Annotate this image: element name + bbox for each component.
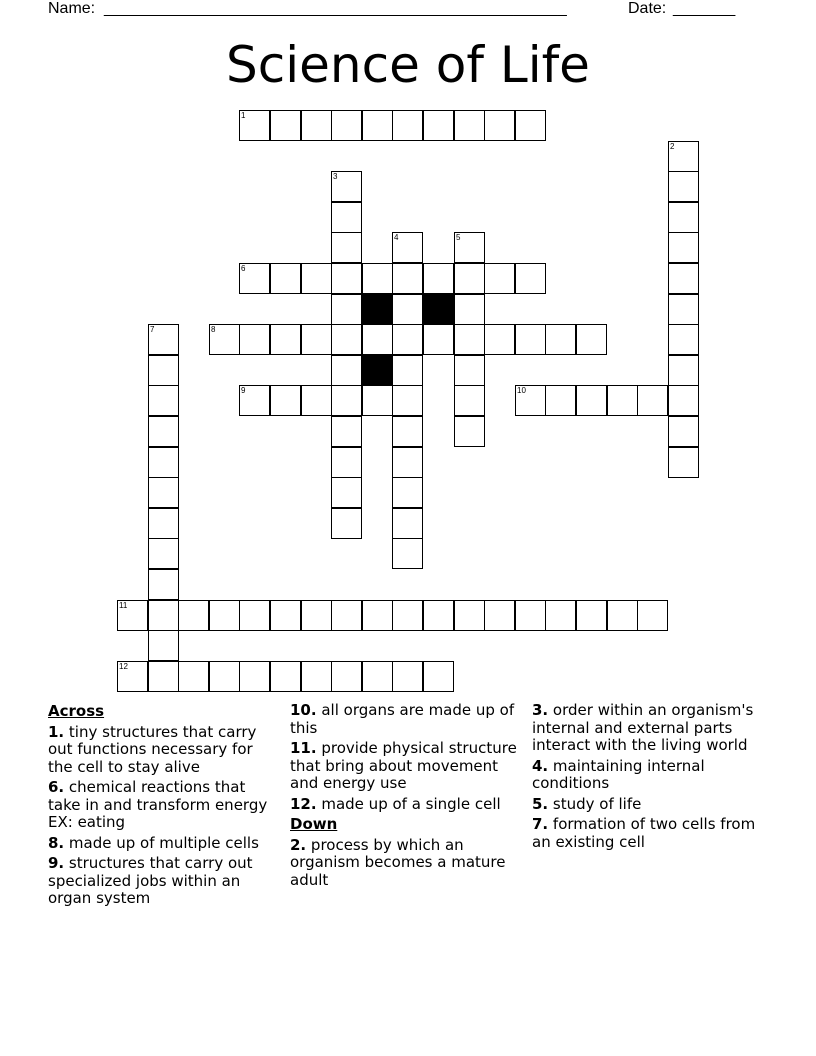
grid-cell[interactable] (239, 324, 270, 355)
grid-cell[interactable] (392, 355, 423, 386)
grid-cell[interactable] (362, 385, 393, 416)
grid-cell[interactable] (331, 171, 362, 202)
clue-number: 3 (333, 172, 338, 181)
grid-cell[interactable] (270, 600, 301, 631)
grid-cell[interactable] (392, 294, 423, 325)
grid-cell[interactable] (148, 355, 179, 386)
grid-cell[interactable] (515, 110, 546, 141)
page-title: Science of Life (226, 36, 590, 94)
grid-cell[interactable] (515, 385, 546, 416)
clues-column-3 (532, 702, 772, 854)
grid-cell[interactable] (423, 324, 454, 355)
clue-number: 10 (517, 386, 526, 395)
clue-number: 4 (394, 233, 399, 242)
clue-number: 11 (119, 601, 128, 610)
clue-number: 2 (670, 142, 675, 151)
grid-cell[interactable] (668, 447, 699, 478)
grid-cell[interactable] (668, 355, 699, 386)
grid-cell[interactable] (331, 385, 362, 416)
grid-cell[interactable] (454, 110, 485, 141)
grid-cell[interactable] (637, 600, 668, 631)
grid-cell[interactable] (484, 263, 515, 294)
grid-cell[interactable] (178, 600, 209, 631)
clue-number: 6 (241, 264, 246, 273)
grid-cell[interactable] (392, 263, 423, 294)
clue-across-12: 12. made up of a single cell (290, 794, 501, 813)
grid-cell[interactable] (209, 600, 240, 631)
grid-cell[interactable] (668, 416, 699, 447)
grid-cell[interactable] (576, 600, 607, 631)
grid-cell[interactable] (270, 385, 301, 416)
clue-across-9: 9. structures that carry out specialized jobs within an organ system (48, 854, 253, 907)
grid-cell[interactable] (239, 661, 270, 692)
grid-cell[interactable] (331, 232, 362, 263)
grid-cell[interactable] (331, 324, 362, 355)
grid-cell[interactable] (454, 232, 485, 263)
grid-cell[interactable] (239, 600, 270, 631)
grid-cell[interactable] (423, 600, 454, 631)
grid-cell[interactable] (423, 661, 454, 692)
grid-cell[interactable] (331, 600, 362, 631)
clues-column-2 (290, 702, 528, 892)
date-line: _______ (673, 0, 736, 17)
grid-cell[interactable] (178, 661, 209, 692)
down-heading: Down (290, 815, 338, 833)
clue-down-5: 5. study of life (532, 794, 642, 813)
grid-cell[interactable] (301, 110, 332, 141)
grid-cell[interactable] (392, 447, 423, 478)
across-heading: Across (48, 702, 105, 720)
grid-cell[interactable] (392, 508, 423, 539)
grid-cell[interactable] (392, 600, 423, 631)
clue-number: 7 (150, 325, 155, 334)
grid-cell[interactable] (668, 171, 699, 202)
grid-cell[interactable] (301, 661, 332, 692)
grid-cell[interactable] (392, 324, 423, 355)
grid-cell[interactable] (239, 110, 270, 141)
grid-cell[interactable] (423, 263, 454, 294)
grid-cell[interactable] (148, 661, 179, 692)
grid-cell[interactable] (668, 141, 699, 172)
grid-cell[interactable] (576, 324, 607, 355)
date-label: Date: (628, 0, 667, 17)
grid-cell[interactable] (117, 661, 148, 692)
grid-cell[interactable] (392, 110, 423, 141)
grid-cell[interactable] (301, 600, 332, 631)
grid-cell[interactable] (362, 110, 393, 141)
grid-cell[interactable] (331, 477, 362, 508)
grid-cell[interactable] (607, 600, 638, 631)
grid-cell[interactable] (545, 324, 576, 355)
clues-column-1 (48, 702, 280, 911)
grid-cell[interactable] (270, 661, 301, 692)
grid-cell[interactable] (392, 661, 423, 692)
grid-cell[interactable] (423, 110, 454, 141)
grid-cell[interactable] (331, 355, 362, 386)
grid-cell[interactable] (209, 324, 240, 355)
grid-cell[interactable] (148, 508, 179, 539)
clue-across-11: 11. provide physical structure that bring about movement and energy use (290, 739, 517, 792)
grid-cell[interactable] (454, 355, 485, 386)
grid-cell[interactable] (545, 600, 576, 631)
grid-cell[interactable] (668, 385, 699, 416)
grid-cell[interactable] (331, 263, 362, 294)
grid-cell[interactable] (515, 600, 546, 631)
clue-across-10: 10. all organs are made up of this (290, 701, 515, 737)
grid-cell[interactable] (331, 508, 362, 539)
grid-cell[interactable] (576, 385, 607, 416)
grid-cell[interactable] (668, 202, 699, 233)
grid-cell[interactable] (331, 202, 362, 233)
clue-down-3: 3. order within an organism's internal and external parts interact with the living world (532, 701, 754, 754)
clue-down-7: 7. formation of two cells from an existing cell (532, 815, 756, 851)
grid-cell[interactable] (454, 416, 485, 447)
grid-cell[interactable] (148, 385, 179, 416)
clue-number: 5 (456, 233, 461, 242)
grid-cell[interactable] (148, 569, 179, 600)
grid-cell[interactable] (454, 294, 485, 325)
grid-cell[interactable] (148, 477, 179, 508)
grid-block (423, 294, 454, 325)
grid-cell[interactable] (209, 661, 240, 692)
clue-number: 12 (119, 662, 128, 671)
grid-cell[interactable] (668, 232, 699, 263)
grid-cell[interactable] (117, 600, 148, 631)
grid-cell[interactable] (484, 324, 515, 355)
grid-cell[interactable] (331, 294, 362, 325)
grid-cell[interactable] (331, 661, 362, 692)
clue-across-8: 8. made up of multiple cells (48, 833, 259, 852)
grid-cell[interactable] (148, 600, 179, 631)
grid-cell[interactable] (362, 600, 393, 631)
grid-cell[interactable] (301, 385, 332, 416)
grid-cell[interactable] (331, 416, 362, 447)
grid-cell[interactable] (392, 416, 423, 447)
grid-cell[interactable] (515, 263, 546, 294)
grid-cell[interactable] (148, 416, 179, 447)
grid-cell[interactable] (392, 385, 423, 416)
grid-cell[interactable] (331, 110, 362, 141)
clue-number: 1 (241, 111, 246, 120)
grid-cell[interactable] (454, 600, 485, 631)
grid-cell[interactable] (668, 294, 699, 325)
grid-cell[interactable] (362, 661, 393, 692)
grid-cell[interactable] (148, 447, 179, 478)
grid-cell[interactable] (668, 324, 699, 355)
grid-cell[interactable] (270, 263, 301, 294)
clue-number: 8 (211, 325, 216, 334)
grid-cell[interactable] (484, 110, 515, 141)
grid-cell[interactable] (301, 324, 332, 355)
clue-down-4: 4. maintaining internal conditions (532, 756, 705, 792)
grid-cell[interactable] (484, 600, 515, 631)
grid-block (362, 355, 393, 386)
grid-cell[interactable] (454, 385, 485, 416)
grid-cell[interactable] (392, 477, 423, 508)
grid-cell[interactable] (270, 110, 301, 141)
grid-cell[interactable] (454, 324, 485, 355)
grid-cell[interactable] (392, 232, 423, 263)
grid-cell[interactable] (270, 324, 301, 355)
grid-cell[interactable] (148, 538, 179, 569)
clue-across-1: 1. tiny structures that carry out functions necessary for the cell to stay alive (48, 722, 257, 776)
grid-cell[interactable] (148, 324, 179, 355)
clue-down-2: 2. process by which an organism becomes a mature adult (290, 835, 506, 889)
grid-cell[interactable] (637, 385, 668, 416)
grid-cell[interactable] (362, 263, 393, 294)
grid-cell[interactable] (301, 263, 332, 294)
grid-cell[interactable] (331, 447, 362, 478)
grid-cell[interactable] (148, 630, 179, 661)
grid-cell[interactable] (362, 324, 393, 355)
grid-cell[interactable] (545, 385, 576, 416)
grid-cell[interactable] (515, 324, 546, 355)
grid-cell[interactable] (239, 263, 270, 294)
grid-cell[interactable] (454, 263, 485, 294)
name-line: ____________________________________________________ (104, 0, 567, 17)
clue-number: 9 (241, 386, 246, 395)
grid-cell[interactable] (392, 538, 423, 569)
grid-cell[interactable] (239, 385, 270, 416)
name-label: Name: (48, 0, 96, 17)
grid-block (362, 294, 393, 325)
grid-cell[interactable] (668, 263, 699, 294)
grid-cell[interactable] (607, 385, 638, 416)
clue-across-6: 6. chemical reactions that take in and transform energy EX: eating (48, 778, 268, 831)
